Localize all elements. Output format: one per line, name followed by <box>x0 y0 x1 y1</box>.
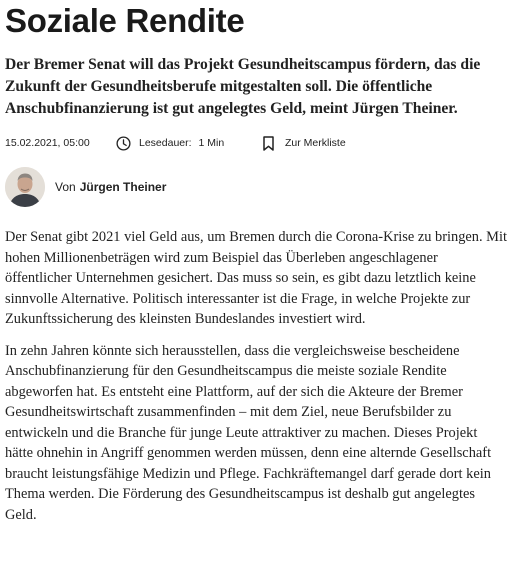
reading-time <box>116 136 263 151</box>
article-title: Soziale Rendite <box>5 2 245 39</box>
avatar[interactable] <box>5 167 45 207</box>
article-meta <box>5 135 508 151</box>
article-lead: Der Bremer Senat will das Projekt Gesundheitscampus fördern, das die Zukunft der Gesundheitsberufe mitgestalten soll. Die öffentliche Anschubfinanzierung ist gut angelegtes Geld, meint Jürgen Theiner. <box>5 56 481 117</box>
clock-icon <box>116 136 131 151</box>
article-paragraph: Der Senat gibt 2021 viel Geld aus, um Bremen durch die Corona-Krise zu bringen. Mit hohen Millionenbeträgen wird zum Beispiel das Überleben angeschlagener öffentlicher Unternehmen gesichert. Das muss so sein, es gibt dazu letztlich keine sinnvolle Alternative. Politisch interessanter ist die Frage, in welche Projekte zur Zukunftssicherung des kleinsten Bundeslandes investiert wird. <box>5 229 507 327</box>
bookmark-icon <box>263 136 274 151</box>
reading-time-label: Lesedauer: <box>139 137 192 149</box>
article-paragraph: In zehn Jahren könnte sich herausstellen, dass die vergleichsweise bescheidene Anschubfinanzierung für den Gesundheitscampus die meiste soziale Rendite abgeworfen hat. Es entsteht eine Plattform, auf der sich die Akteure der Bremer Gesundheitswirtschaft zusammenfinden – mit dem Ziel, neue Berufsbilder zu entwickeln und die Branche für junge Leute attraktiver zu machen. Dieses Projekt hätte ohnehin in Angriff genommen werden müssen, denn eine alternde Gesellschaft braucht leistungsfähige Medizin und Pflege. Fachkräftemangel darf gerade dort kein Thema werden. Die Förderung des Gesundheitscampus ist deshalb gut angelegtes Geld. <box>5 342 492 523</box>
author-byline <box>5 167 508 207</box>
reading-time-value: 1 Min <box>198 137 225 149</box>
publish-date: 15.02.2021, 05:00 <box>5 137 90 149</box>
author-name[interactable]: Jürgen Theiner <box>79 180 167 194</box>
author-prefix: Von <box>55 180 76 194</box>
bookmark-label: Zur Merkliste <box>285 137 346 149</box>
bookmark-button[interactable] <box>263 136 346 151</box>
article-body <box>5 227 508 525</box>
